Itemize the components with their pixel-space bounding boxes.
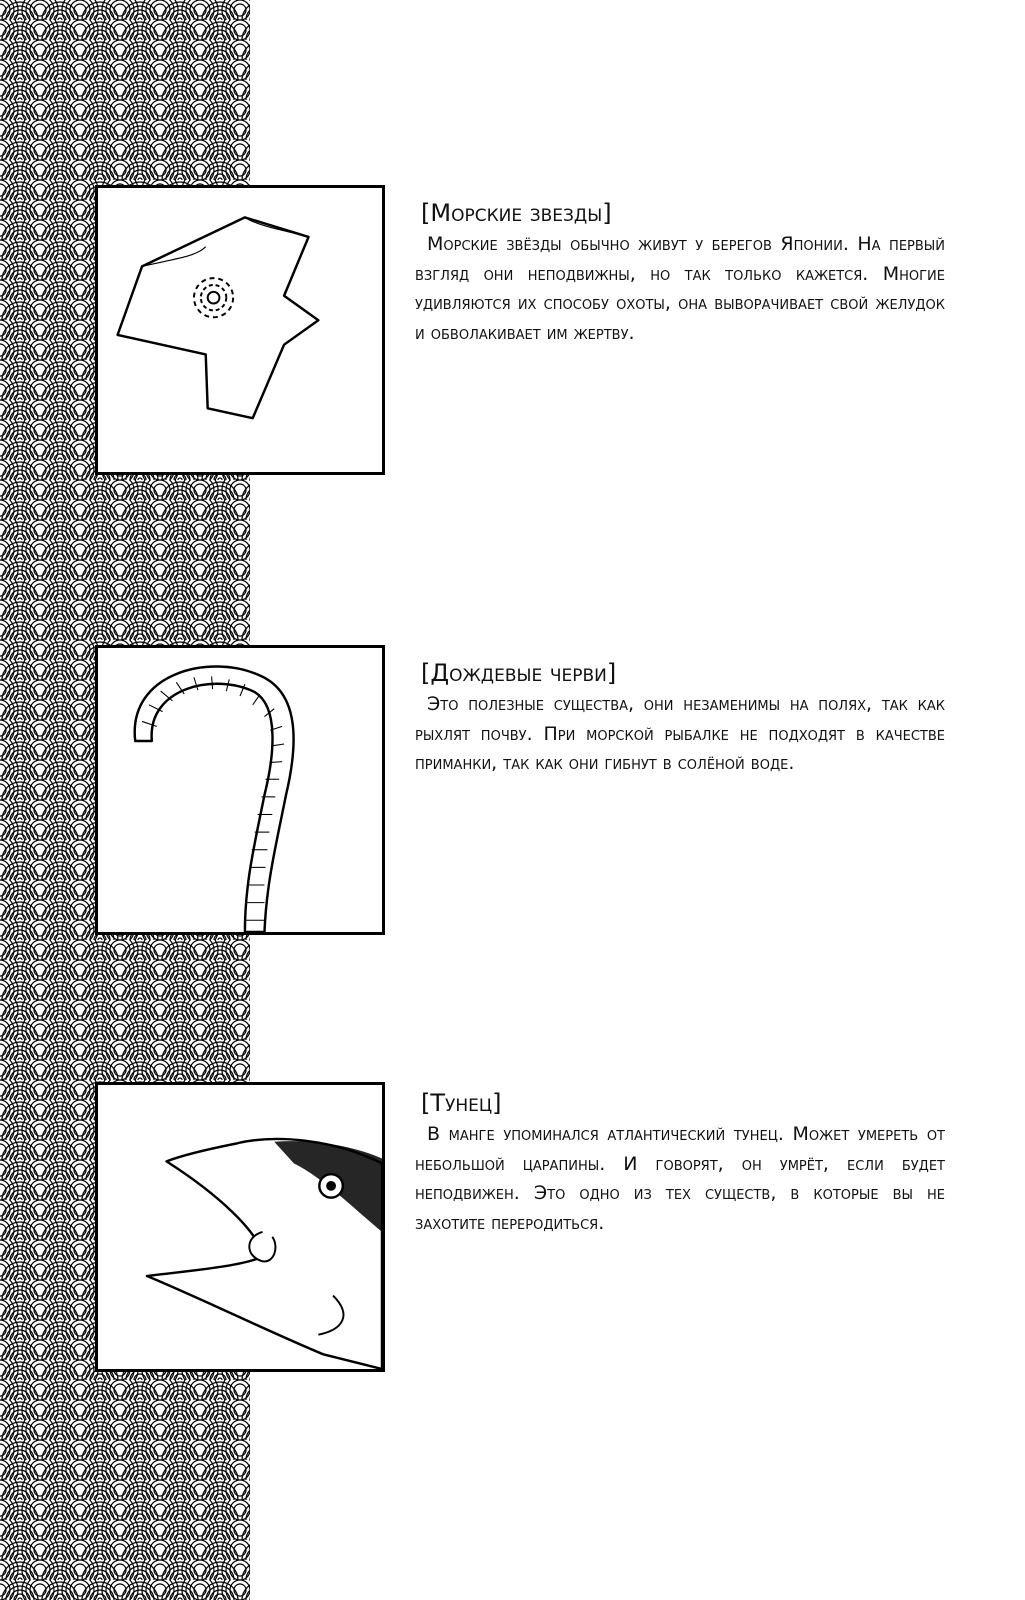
entry-text: Это полезные существа, они незаменимы на полях, так как рыхлят почву. При морской рыбалке не подходят в качестве приманки, так как они гибнут в солёной воде.: [415, 693, 945, 774]
earthworm-icon: [98, 648, 382, 932]
entry-earthworm: [415, 658, 945, 779]
entry-title: [Тунец]: [421, 1089, 502, 1117]
starfish-illustration-panel: [95, 185, 385, 475]
entry-title: [Морские звезды]: [421, 199, 612, 227]
tuna-illustration-panel: [95, 1082, 385, 1372]
entry-tuna: [415, 1088, 945, 1238]
earthworm-illustration-panel: [95, 645, 385, 935]
tuna-icon: [98, 1085, 382, 1369]
entry-title: [Дождевые черви]: [421, 659, 617, 687]
entry-starfish: [415, 198, 945, 348]
entry-text: Морские звёзды обычно живут у берегов Японии. На первый взгляд они неподвижны, но так только кажется. Многие удивляются их способу охоты, она выворачивает свой желудок и обволакивает им жертву.: [415, 233, 945, 344]
starfish-icon: [98, 188, 382, 472]
entry-text: В манге упоминался атлантический тунец. Может умереть от небольшой царапины. И говорят, он умрёт, если будет неподвижен. Это одно из тех существ, в которые вы не захотите переродиться.: [415, 1123, 945, 1234]
